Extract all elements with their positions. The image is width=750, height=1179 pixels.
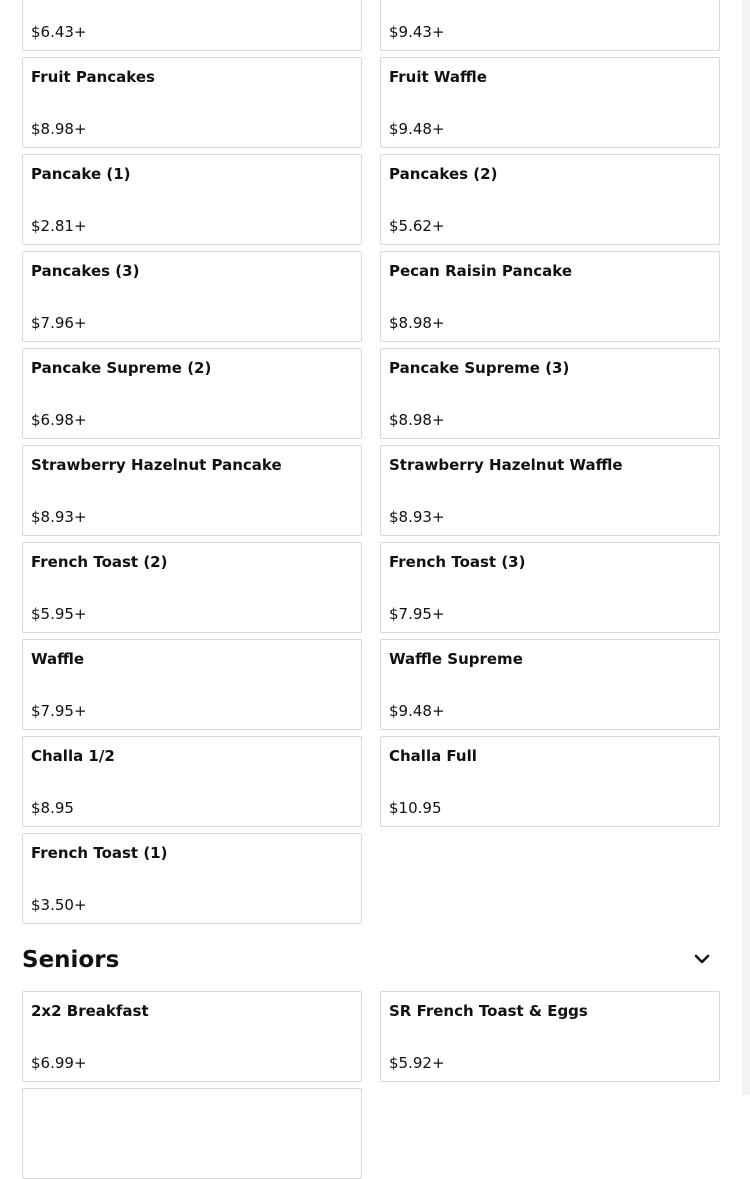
menu-item-name: Pancake Supreme (2) bbox=[31, 359, 212, 377]
menu-item-name: Challa 1/2 bbox=[31, 747, 115, 765]
menu-item-name: Pancake Supreme (3) bbox=[389, 359, 570, 377]
menu-item-price: $8.98+ bbox=[389, 314, 445, 332]
menu-item-price: $5.62+ bbox=[389, 217, 445, 235]
menu-item-price: $8.95 bbox=[31, 799, 74, 817]
menu-item-price: $3.50+ bbox=[31, 896, 87, 914]
menu-item-card[interactable] bbox=[380, 639, 720, 730]
menu-item-card[interactable] bbox=[380, 0, 720, 51]
scrollbar[interactable] bbox=[742, 0, 750, 1095]
menu-item-price: $9.48+ bbox=[389, 702, 445, 720]
menu-item-card[interactable] bbox=[22, 639, 362, 730]
menu-item-card[interactable] bbox=[380, 251, 720, 342]
menu-item-name: French Toast (3) bbox=[389, 553, 526, 571]
menu-item-name: Fruit Waffle bbox=[389, 68, 487, 86]
menu-item-card[interactable] bbox=[22, 542, 362, 633]
menu-item-name: Pancakes (3) bbox=[31, 262, 140, 280]
menu-item-price: $7.95+ bbox=[389, 605, 445, 623]
menu-item-name: Fruit Pancakes bbox=[31, 68, 155, 86]
chevron-down-icon[interactable] bbox=[692, 949, 712, 969]
menu-item-price: $9.48+ bbox=[389, 120, 445, 138]
menu-item-name: Waffle bbox=[31, 650, 85, 668]
menu-item-card[interactable] bbox=[22, 445, 362, 536]
menu-item-price: $2.81+ bbox=[31, 217, 87, 235]
menu-item-card[interactable] bbox=[22, 833, 362, 924]
menu-item-card[interactable] bbox=[380, 991, 720, 1082]
menu-item-price: $10.95 bbox=[389, 799, 442, 817]
menu-item-name: Pecan Raisin Pancake bbox=[389, 262, 573, 280]
seniors-items-grid bbox=[22, 991, 720, 1179]
menu-item-name: Waffle Supreme bbox=[389, 650, 523, 668]
menu-item-price: $6.98+ bbox=[31, 411, 87, 429]
menu-item-card[interactable] bbox=[22, 251, 362, 342]
menu-item-card[interactable] bbox=[380, 445, 720, 536]
menu-item-price: $8.98+ bbox=[31, 120, 87, 138]
menu-item-card[interactable] bbox=[380, 542, 720, 633]
menu-item-card[interactable] bbox=[22, 57, 362, 148]
menu-item-price: $7.95+ bbox=[31, 702, 87, 720]
menu-item-price: $5.95+ bbox=[31, 605, 87, 623]
menu-item-price: $8.98+ bbox=[389, 411, 445, 429]
menu-item-card[interactable] bbox=[22, 0, 362, 51]
menu-item-card[interactable] bbox=[380, 348, 720, 439]
section-title: Seniors bbox=[22, 947, 120, 973]
menu-item-price: $8.93+ bbox=[31, 508, 87, 526]
menu-item-name: Pancakes (2) bbox=[389, 165, 498, 183]
seniors-section-header[interactable] bbox=[22, 945, 720, 979]
menu-item-card[interactable] bbox=[380, 57, 720, 148]
menu-item-price: $5.92+ bbox=[389, 1054, 445, 1072]
menu-item-price: $9.43+ bbox=[389, 23, 445, 41]
menu-item-card[interactable] bbox=[22, 348, 362, 439]
menu-item-name: SR French Toast & Eggs bbox=[389, 1002, 588, 1020]
menu-item-card[interactable] bbox=[22, 154, 362, 245]
menu-item-name: Strawberry Hazelnut Waffle bbox=[389, 456, 623, 474]
menu-item-card[interactable] bbox=[22, 1088, 362, 1179]
menu-item-name: Pancake (1) bbox=[31, 165, 131, 183]
menu-item-price: $6.99+ bbox=[31, 1054, 87, 1072]
menu-item-card[interactable] bbox=[380, 736, 720, 827]
menu-item-name: French Toast (2) bbox=[31, 553, 168, 571]
menu-item-price: $6.43+ bbox=[31, 23, 87, 41]
menu-item-card[interactable] bbox=[22, 736, 362, 827]
menu-item-name: Challa Full bbox=[389, 747, 477, 765]
breakfast-items-grid bbox=[22, 0, 720, 924]
menu-item-price: $8.93+ bbox=[389, 508, 445, 526]
menu-item-name: Strawberry Hazelnut Pancake bbox=[31, 456, 282, 474]
menu-item-price: $7.96+ bbox=[31, 314, 87, 332]
menu-item-name: 2x2 Breakfast bbox=[31, 1002, 149, 1020]
menu-item-card[interactable] bbox=[380, 154, 720, 245]
menu-item-card[interactable] bbox=[22, 991, 362, 1082]
menu-item-name: French Toast (1) bbox=[31, 844, 168, 862]
